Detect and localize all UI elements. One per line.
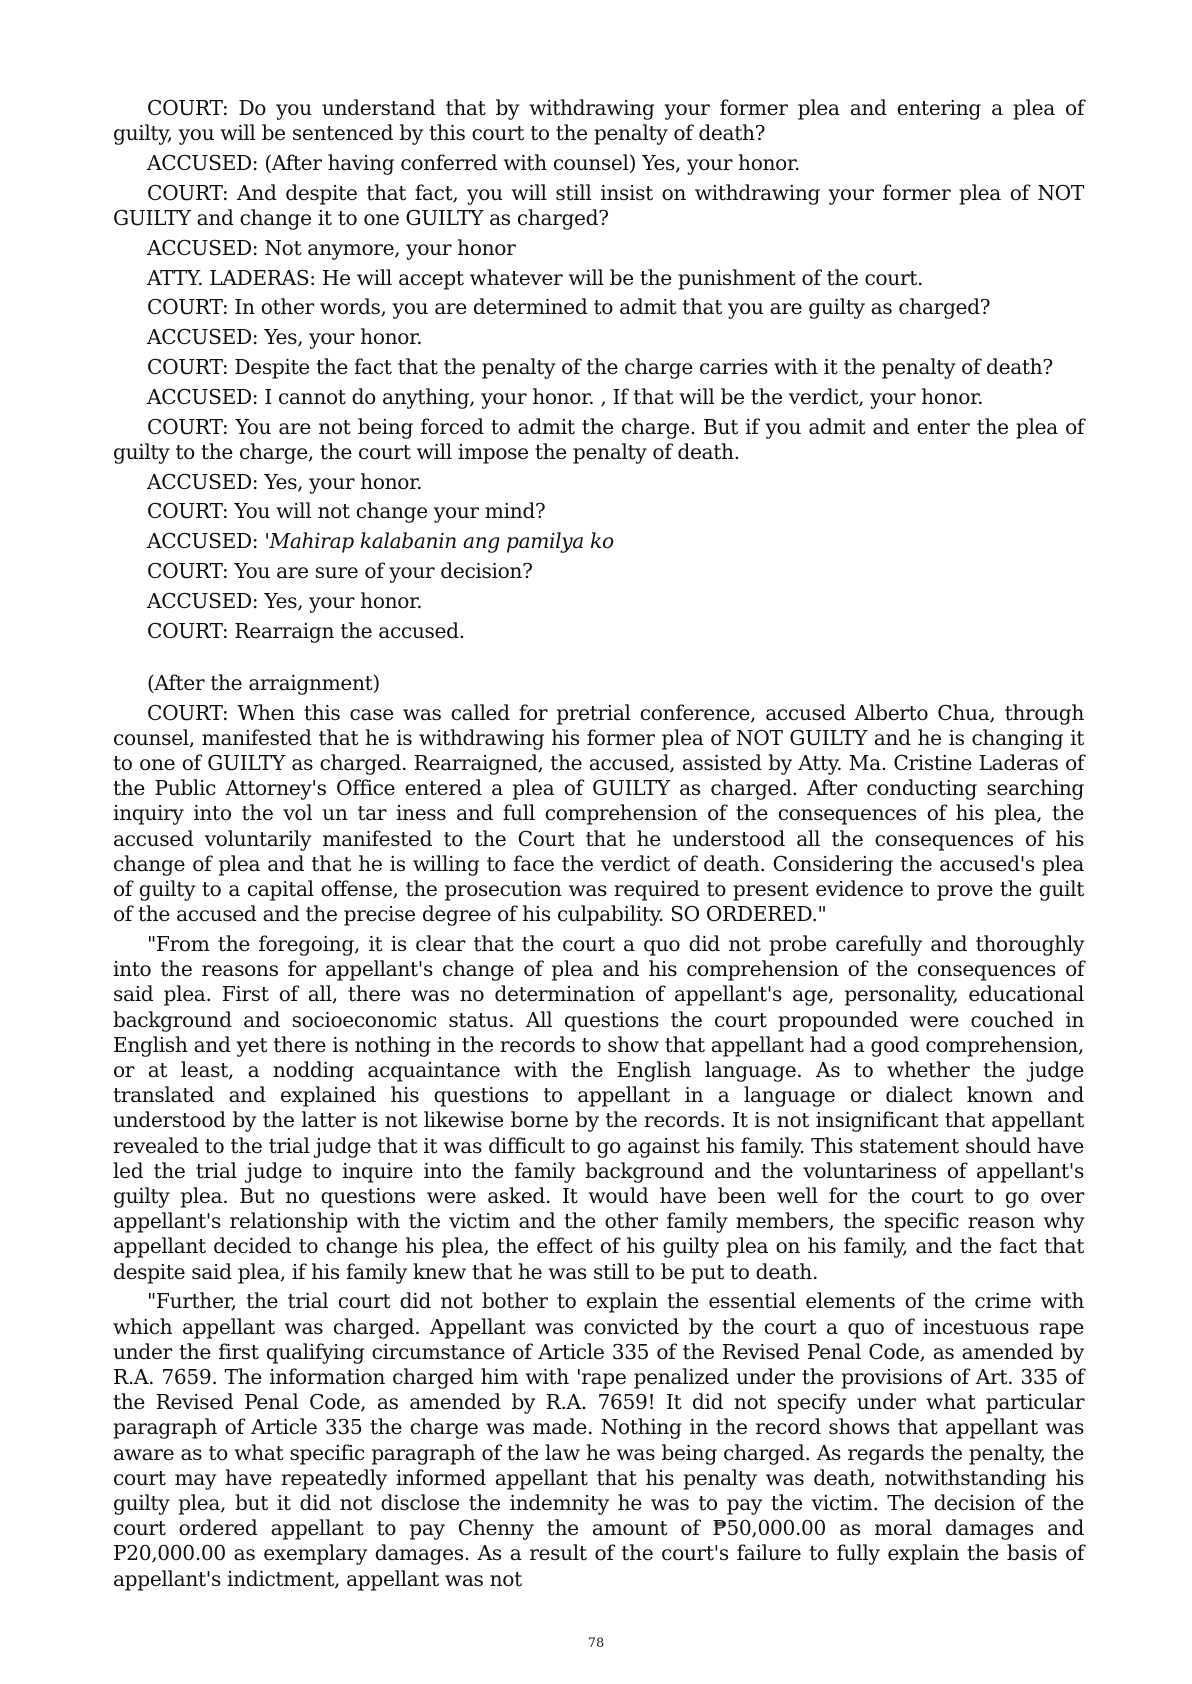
page-number: 78 bbox=[587, 1636, 605, 1651]
section-heading: (After the arraignment) bbox=[147, 670, 380, 695]
transcript-line: COURT: Despite the fact that the penalty of the charge carries with it the penalty of death? bbox=[147, 354, 1053, 379]
transcript-line: ACCUSED: (After having conferred with counsel) Yes, your honor. bbox=[147, 151, 801, 175]
transcript bbox=[113, 96, 1084, 644]
transcript-line: COURT: In other words, you are determined to admit that you are guilty as charged? bbox=[147, 295, 991, 320]
transcript-line: ACCUSED: Yes, your honor. bbox=[147, 325, 423, 350]
tagalog-quote: 'Mahirap kalabanin ang pamilya ko bbox=[264, 529, 614, 554]
transcript-line: ACCUSED: 'Mahirap kalabanin ang pamilya ko bbox=[147, 529, 614, 554]
transcript-line: ATTY. LADERAS: He will accept whatever will be the punishment of the court. bbox=[147, 265, 924, 290]
transcript-line: ACCUSED: Not anymore, your honor bbox=[147, 235, 516, 260]
transcript-line: COURT: You will not change your mind? bbox=[147, 499, 546, 524]
body-paragraph: COURT: When this case was called for pretrial conference, accused Alberto Chua, through counsel, manifested that he is withdrawing his former plea of NOT GUILTY and he is changing it to one of GUILTY as charged. Rearraigned, the accused, assisted by Atty. Ma. Cristine Laderas of the Public Attorney's Office entered a plea of GUILTY as charged. After conducting searching inquiry into the vol un tar iness and full comprehension of the consequences of his plea, the accused voluntarily manifested to the Court that he understood all the consequences of his change of plea and that he is willing to face the verdict of death. Considering the accused's plea of guilty to a capital offense, the prosecution was required to present evidence to prove the guilt of the accused and the precise degree of his culpability. SO ORDERED." bbox=[113, 700, 1084, 927]
transcript-line: COURT: You are not being forced to admit the charge. But if you admit and enter the plea of guilty to the charge, the court will impose the penalty of death. bbox=[113, 414, 1084, 464]
transcript-line: COURT: You are sure of your decision? bbox=[147, 558, 533, 583]
transcript-line: ACCUSED: Yes, your honor. bbox=[147, 588, 423, 613]
transcript-line: COURT: Rearraign the accused. bbox=[147, 618, 465, 643]
transcript-line: COURT: And despite that fact, you will still insist on withdrawing your former plea of NOT GUILTY and change it to one GUILTY as charged? bbox=[113, 180, 1084, 230]
body-paragraph: "Further, the trial court did not bother to explain the essential elements of the crime with which appellant was charged. Appellant was convicted by the court a quo of incestuous rape under the first qualifying circumstance of Article 335 of the Revised Penal Code, as amended by R.A. 7659. The information charged him with 'rape penalized under the provisions of Art. 335 of the Revised Penal Code, as amended by R.A. 7659! It did not specify under what particular paragraph of Article 335 the charge was made. Nothing in the record shows that appellant was aware as to what specific paragraph of the law he was being charged. As regards the penalty, the court may have repeatedly informed appellant that his penalty was death, notwithstanding his guilty plea, but it did not disclose the indemnity he was to pay the victim. The decision of the court ordered appellant to pay Chenny the amount of ₱50,000.00 as moral damages and P20,000.00 as exemplary damages. As a result of the court's failure to fully explain the basis of appellant's indictment, appellant was not bbox=[113, 1289, 1084, 1591]
transcript-line: COURT: Do you understand that by withdrawing your former plea and entering a plea of guilty, you will be sentenced by this court to the penalty of death? bbox=[113, 96, 1084, 146]
body-paragraph: "From the foregoing, it is clear that the court a quo did not probe carefully and thoroughly into the reasons for appellant's change of plea and his comprehension of the consequences of said plea. First of all, there was no determination of appellant's age, personality, educational background and socioeconomic status. All questions the court propounded were couched in English and yet there is nothing in the records to show that appellant had a good comprehension, or at least, a nodding acquaintance with the English language. As to whether the judge translated and explained his questions to appellant in a language or dialect known and understood by the latter is not likewise borne by the records. It is not insignificant that appellant revealed to the trial judge that it was difficult to go against his family. This statement should have led the trial judge to inquire into the family background and the voluntariness of appellant's guilty plea. But no questions were asked. It would have been well for the court to go over appellant's relationship with the victim and the other family members, the specific reason why appellant decided to change his plea, the effect of his guilty plea on his family, and the fact that despite said plea, if his family knew that he was still to be put to death. bbox=[113, 931, 1084, 1284]
transcript-line: ACCUSED: Yes, your honor. bbox=[147, 469, 423, 494]
document-body bbox=[113, 96, 1084, 1596]
transcript-line: ACCUSED: I cannot do anything, your honor. , If that will be the verdict, your honor. bbox=[147, 384, 984, 409]
